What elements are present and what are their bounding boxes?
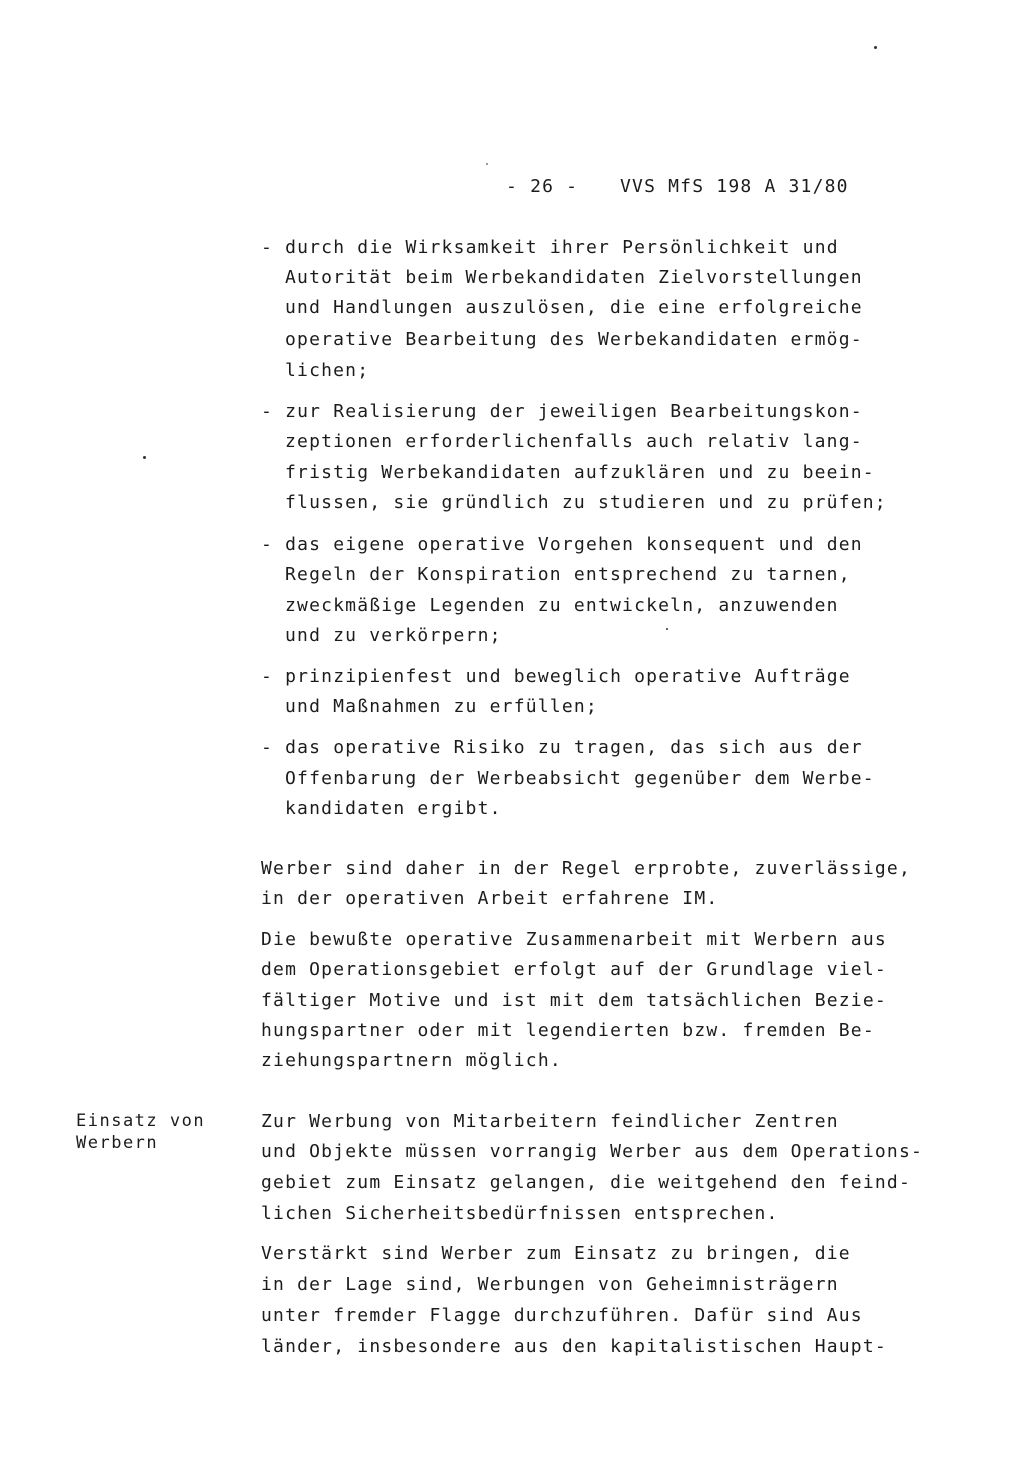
text-line: in der operativen Arbeit erfahrene IM.	[261, 888, 719, 909]
text-line: - prinzipienfest und beweglich operative Aufträge	[261, 666, 851, 687]
margin-note-line: Werbern	[76, 1133, 159, 1153]
document-reference: VVS MfS 198 A 31/80	[620, 176, 849, 197]
text-line: und Maßnahmen zu erfüllen;	[285, 696, 598, 717]
text-line: Verstärkt sind Werber zum Einsatz zu bringen, die	[261, 1243, 851, 1264]
text-line: kandidaten ergibt.	[285, 798, 502, 819]
text-line: unter fremder Flagge durchzuführen. Dafür sind Aus	[261, 1305, 863, 1326]
text-line: und zu verkörpern;	[285, 625, 502, 646]
text-line: zeptionen erforderlichenfalls auch relativ lang-	[285, 431, 863, 452]
page-number: - 26 -	[506, 176, 579, 197]
text-line: gebiet zum Einsatz gelangen, die weitgehend den feind-	[261, 1172, 911, 1193]
text-line: flussen, sie gründlich zu studieren und zu prüfen;	[285, 492, 887, 513]
text-line: Werber sind daher in der Regel erprobte, zuverlässige,	[261, 858, 911, 879]
text-line: Zur Werbung von Mitarbeitern feindlicher Zentren	[261, 1111, 839, 1132]
text-line: - zur Realisierung der jeweiligen Bearbeitungskon-	[261, 401, 863, 422]
text-line: lichen;	[285, 360, 370, 381]
text-line: Autorität beim Werbekandidaten Zielvorstellungen	[285, 267, 863, 288]
text-line: - das eigene operative Vorgehen konsequent und den	[261, 534, 863, 555]
text-line: in der Lage sind, Werbungen von Geheimnisträgern	[261, 1274, 839, 1295]
text-line: lichen Sicherheitsbedürfnissen entsprechen.	[261, 1203, 779, 1224]
text-line: und Handlungen auszulösen, die eine erfolgreiche	[285, 297, 863, 318]
scan-speck	[143, 456, 146, 459]
text-line: zweckmäßige Legenden zu entwickeln, anzuwenden	[285, 595, 839, 616]
text-line: fristig Werbekandidaten aufzuklären und zu beein-	[285, 462, 875, 483]
scan-speck	[486, 163, 488, 165]
text-line: ziehungspartnern möglich.	[261, 1050, 562, 1071]
scan-speck	[666, 628, 668, 630]
text-line: Offenbarung der Werbeabsicht gegenüber dem Werbe-	[285, 768, 875, 789]
scan-speck	[874, 46, 877, 49]
text-line: Die bewußte operative Zusammenarbeit mit Werbern aus	[261, 929, 887, 950]
text-line: länder, insbesondere aus den kapitalistischen Haupt-	[261, 1336, 887, 1357]
text-line: Regeln der Konspiration entsprechend zu tarnen,	[285, 564, 851, 585]
text-line: operative Bearbeitung des Werbekandidaten ermög-	[285, 329, 863, 350]
text-line: - durch die Wirksamkeit ihrer Persönlichkeit und	[261, 237, 839, 258]
text-line: fältiger Motive und ist mit dem tatsächlichen Bezie-	[261, 990, 887, 1011]
text-line: und Objekte müssen vorrangig Werber aus dem Operations-	[261, 1141, 924, 1162]
text-line: - das operative Risiko zu tragen, das sich aus der	[261, 737, 863, 758]
margin-note-line: Einsatz von	[76, 1111, 206, 1131]
text-line: dem Operationsgebiet erfolgt auf der Grundlage viel-	[261, 959, 887, 980]
text-line: hungspartner oder mit legendierten bzw. fremden Be-	[261, 1020, 875, 1041]
